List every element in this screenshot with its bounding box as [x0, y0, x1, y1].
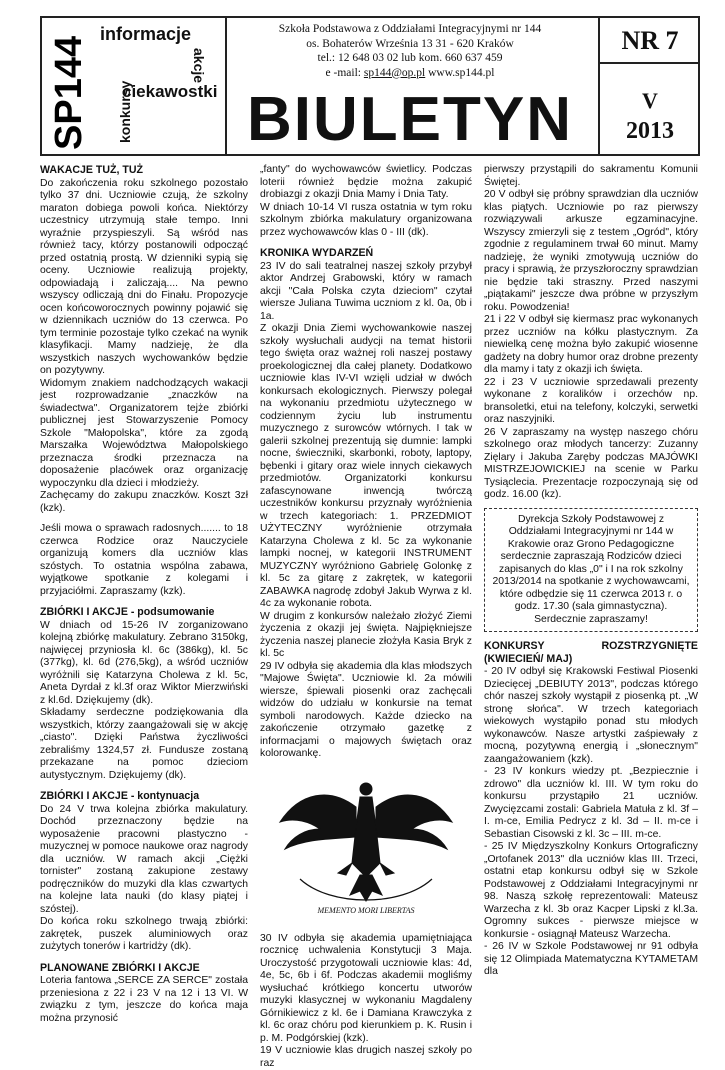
website-link[interactable]: www.sp144.pl [425, 66, 495, 79]
heading-zbiorki-podsumowanie: ZBIÓRKI I AKCJE - podsumowanie [40, 606, 215, 618]
column-2 [260, 164, 472, 1070]
heading-planowane: PLANOWANE ZBIÓRKI I AKCJE [40, 961, 200, 974]
paragraph: Zachęcamy do zakupu znaczków. Koszt 3zł (kzk). [40, 490, 248, 514]
paragraph: 26 V zapraszamy na występ naszego chóru szkolnego oraz młodych tancerzy: Zuzanny Zięlary i Jakuba Zaręby podczas MAJÓWKI MISTRZEJOWICKIEJ na scenie w Parku Tysiąclecia. Prezentacje rozpoczynają się od godz. 16.00 (kz). [484, 426, 698, 500]
paragraph: 30 IV odbyła się akademia upamiętniająca rocznicę uchwalenia Konstytucji 3 Maja. Uroczystość przygotowali uczniowie klas: 4d, 4e, 5c, 6b i 6f. Podczas akademii mogliśmy wysłuchać krótkiego koncertu utworów muzyki klasycznej w wykonaniu Magdaleny Górnikiewicz z kl. 6e i Damiana Krawczyka z kl. 6c oraz chóru pod kierunkiem p. K. Rusin i p. M. Podgórskiej (kzk). [260, 932, 472, 1044]
paragraph: Składamy serdeczne podziękowania dla wszystkich, którzy zaangażowali się w akcję „ciasto". Dzięki Państwa życzliwości zebraliśmy 1324,57 zł. Fundusze zostaną przekazane na pomoc dzieciom autystycznym. Dziękujemy (dk). [40, 707, 248, 781]
paragraph: 23 IV do sali teatralnej naszej szkoły przybył aktor Andrzej Grabowski, który w ramach akcji "Cała Polska czyta dzieciom" czytał wiersze Juliana Tuwima uczniom z kl. 0a, 0b i 1a. [260, 260, 472, 322]
paragraph: Do zakończenia roku szkolnego pozostało tylko 37 dni. Uczniowie czują, że szkolny maraton dobiega powoli końca. Niektórzy uczestnicy utrzymują stałe tempo. Inni wyraźnie przyspieszyli. Są wśród nas również tacy, którzy postanowili odpocząć przed ostatnią prostą. W dzienniki sypią się oceny. Uczniowie realizują projekty, odpowiadają i zaliczają.... Na pewno wszyscy odliczają dni do Finału. Propozycje ocen końcoworocznych powinny pojawić się w dziennikach uczniów do 13 czerwca. Po tym terminie pozostaje tylko czekać na wynik klasyfikacji. Mamy nadzieję, że dla wszystkich naszych wychowanków będzie on pozytywny. [40, 177, 248, 376]
paragraph: Z okazji Dnia Ziemi wychowankowie naszej szkoły wysłuchali audycji na temat historii tego święta oraz ważnej roli naszej postawy proekologicznej dla całej planety. Dodatkowo uczniowie klas IV-VI wzięli udział w dwóch konkursach ekologicznych. Pierwszy polegał na wykonaniu przedmiotu użytecznego w codziennym życiu lub instrumentu muzycznego z surowców wtórnych. I tak w galerii szkolnej prezentują się dumnie: lampki nocne, świeczniki, skarbonki, roboty, laptopy, bębenki i gitary oraz wiele innych ciekawych przedmiotów. Organizatorki konkursu zafascynowane inwencją twórczą uczestników konkursu przyznały wyróżnienia w trzech kategoriach: 1. PRZEDMIOT UŻYTECZNY wyróżnienie otrzymała Katarzyna Cholewa z kl. 5c za wykonanie lampki nocnej, w kategorii INSTRUMENT MUZYCZNY wyróżniono Gabrielę Golonkę z kl. 5c za gitarę z zakrętek, w kategorii ZABAWKA nagrodę zdobył Jakub Wyrwa z kl. 4c za wykonanie robota. [260, 323, 472, 609]
school-address: os. Bohaterów Września 13 31 - 620 Kraków [306, 37, 514, 50]
paragraph: Do końca roku szkolnego trwają zbiórki: zakrętek, puszek aluminiowych oraz zużytych tonerów i kartridży (dk). [40, 916, 248, 952]
paragraph: Do 24 V trwa kolejna zbiórka makulatury. Dochód przeznaczony będzie na wyposażenie pracowni plastyczno - muzycznej w pomoce naukowe oraz nagrody dla uczniów. W ramach akcji „Ciężki tornister" zostaną zakupione zestawy podręczników do muzyki dla klas czwartych na kolejne lata nauki (do klasy piątej i szóstej). [40, 803, 248, 915]
paragraph: Loteria fantowa „SERCE ZA SERCE" została przeniesiona z 22 i 23 V na 12 i 13 VI. W związku z tym, jeszcze do końca maja można przynosić [40, 975, 248, 1024]
issue-box [598, 18, 700, 154]
paragraph: Jeśli mowa o sprawach radosnych....... to 18 czerwca Rodzice oraz Nauczyciele organizują komers dla uczniów klas szóstych. To ostatnia wspólna zabawa, wyjątkowe spotkanie z kolegami i przyjaciółmi. Zapraszamy (kzk). [40, 523, 248, 597]
school-address-block [230, 22, 590, 80]
email-link[interactable]: sp144@op.pl [363, 66, 426, 79]
paragraph: - 20 IV odbył się Krakowski Festiwal Piosenki Dziecięcej „DEBIUTY 2013", podczas którego chór naszej szkoły wystąpił z piosenką pt. „W stronę słońca". W trzech kategoriach wiekowych wystąpiło ponad stu młodych wykonawców. Nasze artystki zaśpiewały z mocną, pozytywną energią i „słonecznym" zaangażowaniem (kzk). [484, 666, 698, 765]
heading-zbiorki-kontynuacja: ZBIÓRKI I AKCJE - kontynuacja [40, 790, 200, 802]
school-name: Szkoła Podstawowa z Oddziałami Integracyjnymi nr 144 [278, 23, 542, 35]
eagle-motto: MEMENTO MORI LIBERTAS [317, 905, 415, 915]
heading-konkursy: KONKURSY ROZSTRZYGNIĘTE (KWIECIEŃ/ MAJ) [484, 640, 698, 665]
issue-month: V [642, 88, 658, 113]
logo-sp144: SP144 [48, 35, 90, 150]
paragraph: „fanty" do wychowawców świetlicy. Podczas loterii również będzie można zakupić drobiazgi z okazji Dnia Mamy i Dnia Taty. [260, 164, 472, 200]
paragraph: 29 IV odbyła się akademia dla klas młodszych "Majowe Święta". Uczniowie kl. 2a mówili wiersze, śpiewali piosenki oraz zachęcali widzów do udziału w konkursie na temat symboli narodowych. Każde dziecko na zakończenie otrzymało gazetkę z informacjami o majowych świętach oraz kolorowankę. [260, 660, 472, 759]
paragraph: 22 i 23 V uczniowie sprzedawali prezenty wykonane z koralików i orzechów np. bransoletki, etui na telefony, kolczyki, serwetki oraz naszyjniki. [484, 376, 698, 425]
issue-number: NR 7 [600, 18, 700, 64]
school-contact [230, 66, 590, 81]
heading-wakacje: WAKACJE TUŻ, TUŻ [40, 164, 143, 176]
paragraph: pierwszy przystąpili do sakramentu Komunii Świętej. [484, 164, 698, 188]
paragraph: - 26 IV w Szkole Podstawowej nr 91 odbyła się 12 Olimpiada Matematyczna KYTAMETAM dla [484, 941, 698, 977]
paragraph: - 23 IV konkurs wiedzy pt. „Bezpiecznie i zdrowo" dla uczniów kl. III. W tym roku do konkursu przystąpiło 21 uczniów. Zwycięzcami zostali: Gabriela Matuła z kl. 3f – I. m-ce, Emilia Pedrycz z kl. 3d – II. m-ce i Sebastian Cisowski z kl. 3c – III. m-ce. [484, 766, 698, 840]
eagle-emblem-icon [260, 767, 472, 927]
column-1 [40, 164, 248, 1025]
masthead [40, 16, 700, 156]
paragraph: W drugim z konkursów należało złożyć Ziemi życzenia z okazji jej święta. Najpiękniejsze życzenia naszej planecie złożyła Kasia Bryk z kl. 5c [260, 610, 472, 659]
issue-year: 2013 [626, 118, 674, 144]
paragraph: W dniach od 15-26 IV zorganizowano kolejną zbiórkę makulatury. Zebrano 3150kg, najwięcej przyniosła kl. 6c (386kg), kl. 5c (377kg), kl. 6d (276,5kg), a wśród uczniów wyróżnili się Katarzyna Cholewa z kl. 5c, Aneta Dyrdał z kl.3f oraz Wiktor Mierzwiński z kl.6d. Dziękujemy (dk). [40, 619, 248, 706]
logo-akcje: akcje [191, 48, 207, 84]
logo-informacje: informacje [100, 24, 192, 44]
paragraph: 20 V odbył się próbny sprawdzian dla uczniów klas piątych. Uczniowie po raz pierwszy rozwiązywali arkusze egzaminacyjne. Wszyscy zmierzyli się z testem „Ogród", który zgodnie z regulaminem trwał 60 minut. Mamy nadzieję, że wyniki zmotywują uczniów do pracy i sprawią, że przyszłoroczny sprawdzian nie będzie taki straszny. Przed naszymi „piątakami" jeszcze dwa próbne w przyszłym roku. Powodzenia! [484, 189, 698, 313]
invitation-notice: Dyrekcja Szkoły Podstawowej z Oddziałami Integracyjnymi nr 144 w Krakowie oraz Grono Pedagogiczne serdecznie zapraszają Rodziców dzieci zapisanych do klas „0" i I na rok szkolny 2013/2014 na spotkanie z wychowawcami, które odbędzie się 11 czerwca 2013 r. o godz. 17.30 (sala gimnastyczna). Serdecznie zapraszamy! [484, 508, 698, 633]
column-3 [484, 164, 698, 979]
newsletter-title: BIULETYN [247, 85, 573, 154]
paragraph: 19 V uczniowie klas drugich naszej szkoły po raz [260, 1045, 472, 1069]
school-logo [42, 18, 227, 154]
logo-konkursy: konkursy [117, 80, 133, 143]
logo-ciekawostki: ciekawostki [122, 82, 218, 101]
school-phone: tel.: 12 648 03 02 lub kom. 660 637 459 [317, 52, 503, 64]
paragraph: - 25 IV Międzyszkolny Konkurs Ortograficzny „Ortofanek 2013" dla uczniów klas III. Trzeci, ostatni etap konkursu odbył się w Szkole Podstawowej z Oddziałami Integracyjnymi nr 98. Naszą szkołę reprezentowali: Mateusz Warzecha z kl. 3b oraz Kacper Lipski z kl.3a. Ogromny sukces - pierwsze miejsce w konkursie - osiągnął Mateusz Warzecha. [484, 841, 698, 940]
email-prefix: e -mail: [325, 66, 364, 79]
heading-kronika: KRONIKA WYDARZEŃ [260, 247, 374, 259]
paragraph: W dniach 10-14 VI rusza ostatnia w tym roku szkolnym zbiórka makulatury organizowana przez wychowawców klas 0 - III (dk). [260, 201, 472, 238]
paragraph: Widomym znakiem nadchodzących wakacji jest rozprowadzanie „znaczków na świadectwa". Organizatorem tejże zbiórki publicznej jest Stowarzyszenie Pomocy Szkole "Małopolska", które za zgodą Marszałka Województwa Małopolskiego przeznacza środki przeznacza na doposażenie placówek oraz organizację wypoczynku dla dzieci i młodzieży. [40, 377, 248, 489]
paragraph: 21 i 22 V odbył się kiermasz prac wykonanych przez uczniów na kółku plastycznym. Za niewielką cenę można było zakupić wiosenne gadżety na dobry humor oraz drobne prezenty dla mamy i taty z okazji ich święta. [484, 314, 698, 375]
